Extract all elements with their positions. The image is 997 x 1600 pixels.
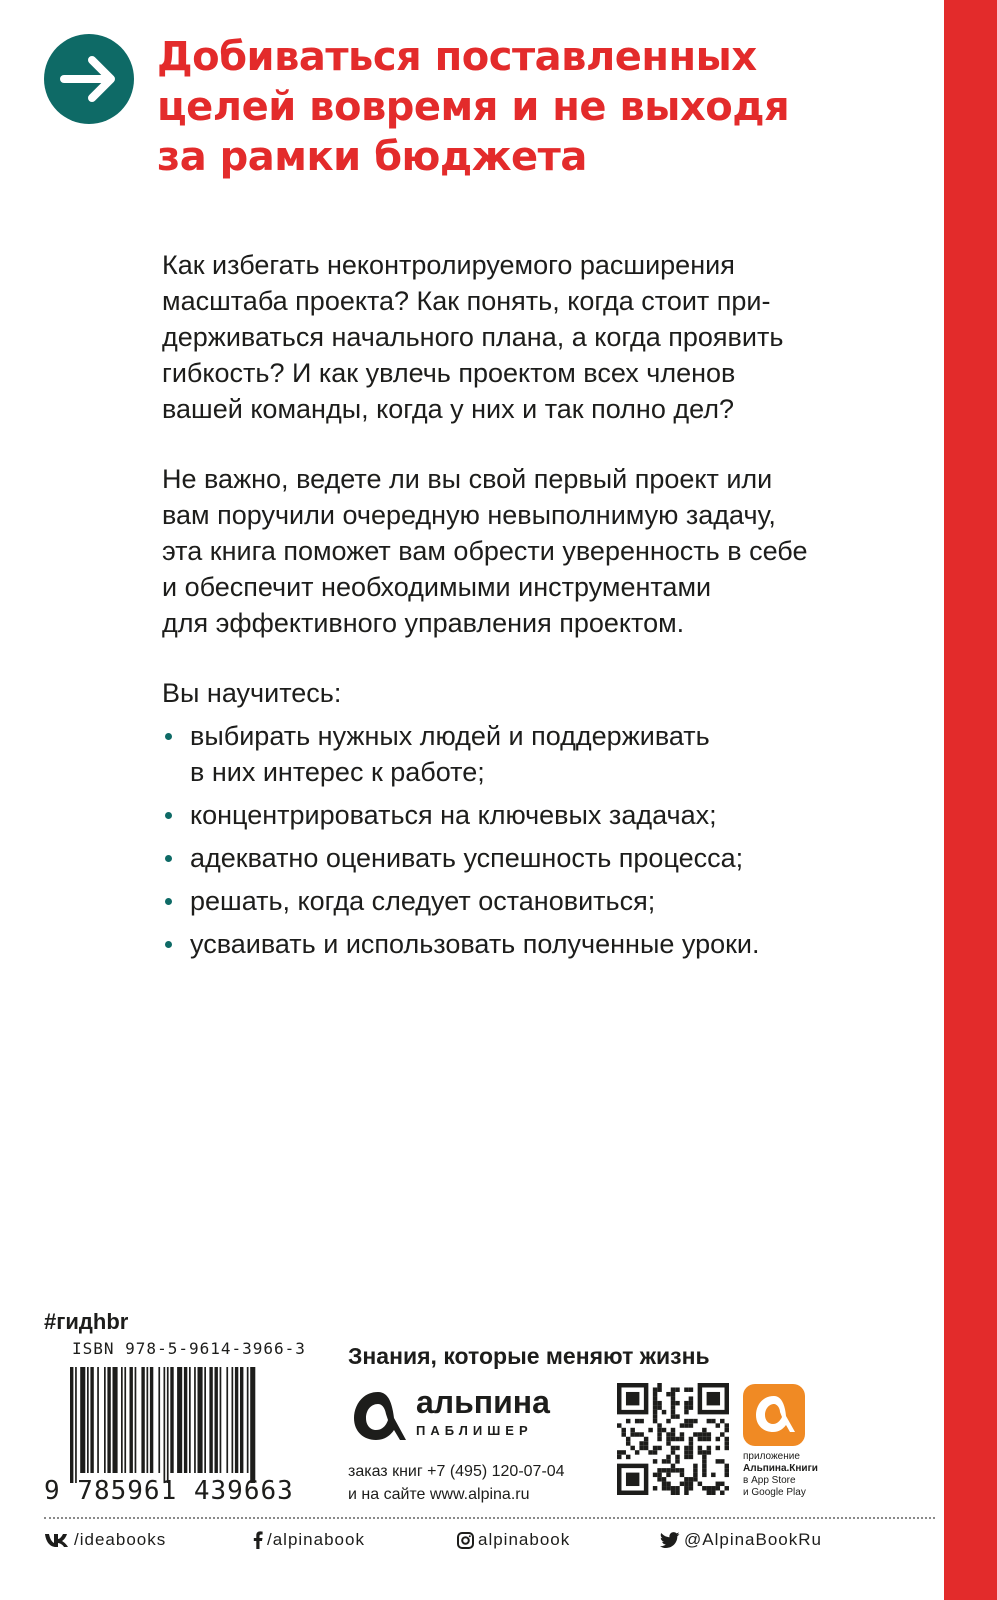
bullet-dot-icon [165, 812, 172, 819]
text-line: в них интерес к работе; [190, 757, 485, 787]
text-line: эта книга поможет вам обрести уверенность в себе [162, 536, 808, 566]
bullet-dot-icon [165, 898, 172, 905]
skills-list [162, 718, 932, 962]
title-line: Добиваться поставленных [157, 34, 757, 80]
publisher-name: альпина [416, 1384, 550, 1420]
order-website: и на сайте www.alpina.ru [348, 1486, 530, 1503]
paragraph-description [162, 461, 932, 641]
order-phone: заказ книг +7 (495) 120-07-04 [348, 1463, 565, 1480]
social-twitter-handle: @AlpinaBookRu [684, 1530, 822, 1549]
alpina-logo-icon [348, 1386, 408, 1446]
qr-code[interactable] [617, 1383, 729, 1495]
text-line: держиваться начального плана, а когда проявить [162, 322, 784, 352]
social-instagram-link[interactable] [457, 1530, 570, 1550]
arrow-right-icon [44, 34, 134, 124]
text-line: выбирать нужных людей и поддерживать [190, 721, 710, 751]
facebook-icon [253, 1531, 263, 1549]
list-item [162, 883, 932, 919]
publisher-subtitle: ПАБЛИШЕР [416, 1423, 533, 1438]
app-name: Альпина.Книги [743, 1463, 818, 1474]
isbn-label: ISBN 978-5-9614-3966-3 [72, 1339, 306, 1358]
list-item [162, 718, 932, 790]
title-line: за рамки бюджета [157, 134, 587, 180]
dotted-divider [44, 1517, 935, 1519]
hashtag: #гидhbr [44, 1309, 129, 1334]
social-instagram-handle: alpinabook [478, 1530, 571, 1549]
barcode-digits: 9 785961 439663 [44, 1476, 294, 1506]
text-line: гибкость? И как увлечь проектом всех членов [162, 358, 736, 388]
paragraph-questions [162, 247, 932, 427]
text-line: Как избегать неконтролируемого расширения [162, 250, 735, 280]
text-line: Вы научитесь: [162, 678, 342, 708]
social-vk-handle: /ideabooks [74, 1530, 167, 1549]
twitter-icon [660, 1532, 680, 1549]
list-item [162, 840, 932, 876]
text-line: адекватно оценивать успешность процесса; [190, 843, 744, 873]
text-line: усваивать и использовать полученные уроки. [190, 929, 760, 959]
cover-title [157, 32, 937, 182]
list-item [162, 926, 932, 962]
title-line: целей вовремя и не выходя [157, 84, 790, 130]
app-store-label: в App Store [743, 1475, 796, 1486]
vk-icon [44, 1532, 70, 1548]
text-line: Не важно, ведете ли вы свой первый проект или [162, 464, 773, 494]
text-line: для эффективного управления проектом. [162, 608, 685, 638]
social-facebook-handle: /alpinabook [267, 1530, 365, 1549]
publisher-slogan: Знания, которые меняют жизнь [348, 1343, 710, 1369]
instagram-icon [457, 1532, 474, 1549]
social-facebook-link[interactable] [253, 1530, 365, 1550]
bullet-dot-icon [165, 733, 172, 740]
text-line: решать, когда следует остановиться; [190, 886, 656, 916]
bullet-dot-icon [165, 941, 172, 948]
text-line: вашей команды, когда у них и так полно дел? [162, 394, 734, 424]
bullet-dot-icon [165, 855, 172, 862]
text-line: масштаба проекта? Как понять, когда стоит при- [162, 286, 771, 316]
red-side-strip [944, 0, 997, 1600]
text-line: и обеспечит необходимыми инструментами [162, 572, 712, 602]
social-twitter-link[interactable] [660, 1530, 822, 1550]
text-line: вам поручили очередную невыполнимую задачу, [162, 500, 776, 530]
alpina-app-icon[interactable] [743, 1384, 805, 1446]
app-caption: приложение [743, 1451, 800, 1462]
list-item [162, 797, 932, 833]
text-line: концентрироваться на ключевых задачах; [190, 800, 717, 830]
bullets-intro [162, 675, 932, 711]
google-play-label: и Google Play [743, 1487, 806, 1498]
social-vk-link[interactable] [44, 1530, 166, 1550]
